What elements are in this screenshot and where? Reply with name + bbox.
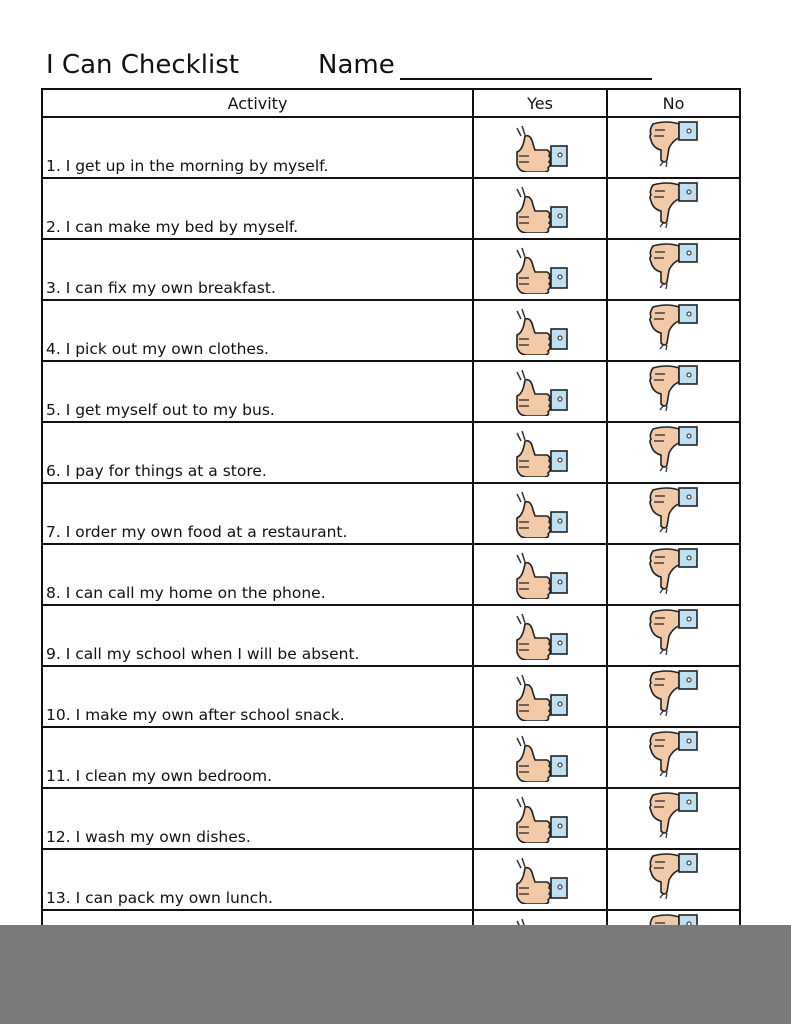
- activity-text: 12. I wash my own dishes.: [42, 788, 473, 849]
- activity-text: 7. I order my own food at a restaurant.: [42, 483, 473, 544]
- worksheet-title: I Can Checklist: [46, 50, 239, 80]
- no-cell[interactable]: [607, 178, 740, 239]
- table-row: [42, 605, 740, 666]
- yes-cell[interactable]: [473, 300, 607, 361]
- thumbs-down-icon[interactable]: [608, 362, 739, 412]
- thumbs-down-icon[interactable]: [608, 423, 739, 473]
- activity-text: 4. I pick out my own clothes.: [42, 300, 473, 361]
- table-row: [42, 178, 740, 239]
- yes-cell[interactable]: [473, 544, 607, 605]
- activity-text: 3. I can fix my own breakfast.: [42, 239, 473, 300]
- thumbs-down-icon[interactable]: [608, 545, 739, 595]
- activity-text: 10. I make my own after school snack.: [42, 666, 473, 727]
- table-row: [42, 422, 740, 483]
- thumbs-down-icon[interactable]: [608, 240, 739, 290]
- thumbs-down-icon[interactable]: [608, 728, 739, 778]
- thumbs-down-icon[interactable]: [608, 179, 739, 229]
- thumbs-up-icon[interactable]: [474, 366, 606, 416]
- bottom-gray-bar: [0, 925, 791, 1024]
- thumbs-down-icon[interactable]: [608, 606, 739, 656]
- yes-cell[interactable]: [473, 117, 607, 178]
- column-header-no: No: [607, 89, 740, 117]
- thumbs-up-icon[interactable]: [474, 244, 606, 294]
- no-cell[interactable]: [607, 849, 740, 910]
- table-row: [42, 483, 740, 544]
- table-row: [42, 727, 740, 788]
- thumbs-up-icon[interactable]: [474, 793, 606, 843]
- activity-text: 1. I get up in the morning by myself.: [42, 117, 473, 178]
- table-row: [42, 849, 740, 910]
- table-row: [42, 788, 740, 849]
- thumbs-down-icon[interactable]: [608, 789, 739, 839]
- no-cell[interactable]: [607, 727, 740, 788]
- thumbs-down-icon[interactable]: [608, 850, 739, 900]
- activity-text: 9. I call my school when I will be absent.: [42, 605, 473, 666]
- activity-text: 11. I clean my own bedroom.: [42, 727, 473, 788]
- table-row: [42, 544, 740, 605]
- table-row: [42, 300, 740, 361]
- thumbs-up-icon[interactable]: [474, 854, 606, 904]
- activity-text: 8. I can call my home on the phone.: [42, 544, 473, 605]
- no-cell[interactable]: [607, 666, 740, 727]
- thumbs-down-icon[interactable]: [608, 301, 739, 351]
- thumbs-up-icon[interactable]: [474, 427, 606, 477]
- activity-text: 13. I can pack my own lunch.: [42, 849, 473, 910]
- yes-cell[interactable]: [473, 605, 607, 666]
- yes-cell[interactable]: [473, 361, 607, 422]
- yes-cell[interactable]: [473, 727, 607, 788]
- no-cell[interactable]: [607, 300, 740, 361]
- thumbs-up-icon[interactable]: [474, 122, 606, 172]
- table-row: [42, 666, 740, 727]
- worksheet-header: [46, 50, 746, 86]
- table-header-row: [42, 89, 740, 117]
- name-blank-line: [400, 78, 652, 80]
- thumbs-up-icon[interactable]: [474, 549, 606, 599]
- yes-cell[interactable]: [473, 178, 607, 239]
- table-row: [42, 117, 740, 178]
- yes-cell[interactable]: [473, 788, 607, 849]
- no-cell[interactable]: [607, 117, 740, 178]
- activity-text: 6. I pay for things at a store.: [42, 422, 473, 483]
- column-header-activity: Activity: [42, 89, 473, 117]
- activity-text: 2. I can make my bed by myself.: [42, 178, 473, 239]
- no-cell[interactable]: [607, 483, 740, 544]
- column-header-yes: Yes: [473, 89, 607, 117]
- yes-cell[interactable]: [473, 422, 607, 483]
- yes-cell[interactable]: [473, 239, 607, 300]
- thumbs-down-icon[interactable]: [608, 484, 739, 534]
- table-row: [42, 239, 740, 300]
- thumbs-up-icon[interactable]: [474, 488, 606, 538]
- no-cell[interactable]: [607, 788, 740, 849]
- thumbs-down-icon[interactable]: [608, 118, 739, 168]
- no-cell[interactable]: [607, 544, 740, 605]
- thumbs-up-icon[interactable]: [474, 732, 606, 782]
- yes-cell[interactable]: [473, 666, 607, 727]
- thumbs-up-icon[interactable]: [474, 183, 606, 233]
- no-cell[interactable]: [607, 605, 740, 666]
- yes-cell[interactable]: [473, 483, 607, 544]
- thumbs-up-icon[interactable]: [474, 610, 606, 660]
- table-row: [42, 361, 740, 422]
- activity-text: 5. I get myself out to my bus.: [42, 361, 473, 422]
- thumbs-down-icon[interactable]: [608, 667, 739, 717]
- yes-cell[interactable]: [473, 849, 607, 910]
- checklist-table: [41, 88, 741, 972]
- name-label: Name: [318, 50, 395, 80]
- thumbs-up-icon[interactable]: [474, 305, 606, 355]
- thumbs-up-icon[interactable]: [474, 671, 606, 721]
- no-cell[interactable]: [607, 239, 740, 300]
- no-cell[interactable]: [607, 422, 740, 483]
- no-cell[interactable]: [607, 361, 740, 422]
